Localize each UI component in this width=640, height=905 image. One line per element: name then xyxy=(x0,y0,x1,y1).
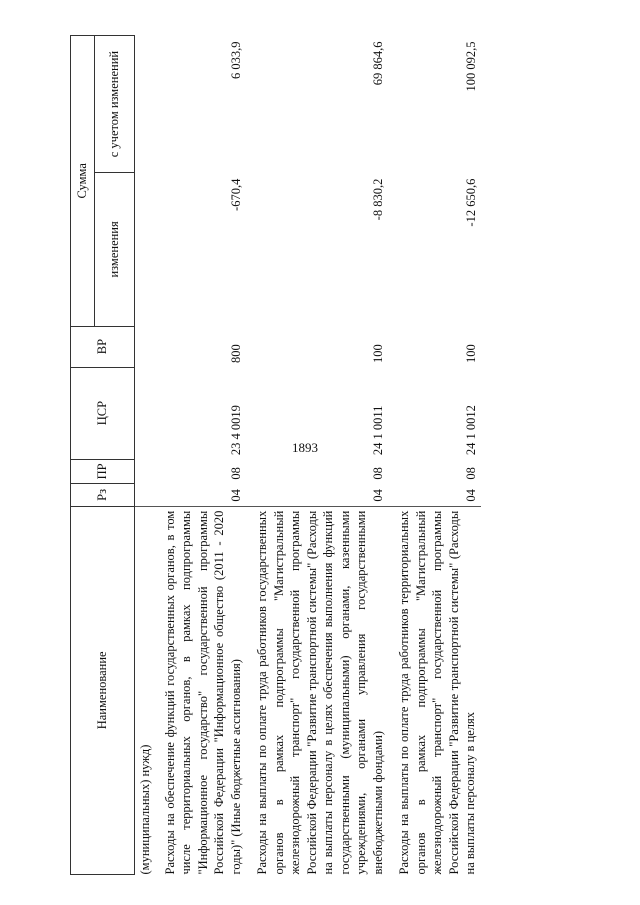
header-name: Наименование xyxy=(71,506,135,874)
row-name: Расходы на выплаты по оплате труда работников территориальных органов в рамках подпрограммы "Магистральный железнодорожный транспорт" государственной программы Российской Федерации "Развитие транспортной системы" (Расходы на выплаты персоналу в целях xyxy=(388,506,481,874)
row-pr: 08 xyxy=(463,467,478,480)
row-total: 69 864,6 xyxy=(371,41,385,86)
row-change: -8 830,2 xyxy=(371,178,385,221)
row-csr: 24 1 0012 xyxy=(463,405,478,456)
rotated-budget-table xyxy=(70,35,600,875)
header-total: с учетом изменений xyxy=(95,36,135,173)
row-name: Расходы на обеспечение функций государственных органов, в том числе территориальных органов, в рамках подпрограммы "Информационное государство" государственной программы Российской Федерации "Информационное общество (2011 - 2020 годы)" (Иные бюджетные ассигнования) xyxy=(160,506,247,874)
row-change: -670,4 xyxy=(229,178,243,211)
table-header xyxy=(71,36,135,875)
header-vr: ВР xyxy=(71,326,135,367)
header-csr: ЦСР xyxy=(71,367,135,459)
row-csr: 23 4 0019 xyxy=(229,405,243,456)
row-total: 100 092,5 xyxy=(463,41,478,92)
header-sum: Сумма xyxy=(71,36,95,327)
row-vr: 800 xyxy=(229,344,243,364)
row-name: Расходы на выплаты по оплате труда работников государственных органов в рамках подпрограммы "Магистральный железнодорожный транспорт" государственной программы Российской Федерации "Развитие транспортной системы" (Расходы на выплаты персоналу в целях обеспечения выполнения функций государственными (муниципальными) органами, казенными учреждениями, органами управления государственными внебюджетными фондами) xyxy=(246,506,388,874)
row-vr: 100 xyxy=(371,344,385,364)
page-number: 1893 xyxy=(292,440,318,455)
table-row xyxy=(246,36,388,875)
row-total: 6 033,9 xyxy=(229,41,243,79)
header-change: изменения xyxy=(95,173,135,326)
row-pr: 08 xyxy=(229,467,243,480)
row-rz: 04 xyxy=(229,489,243,502)
table-row xyxy=(388,36,481,875)
table-row xyxy=(160,36,247,875)
header-pr: ПР xyxy=(71,459,135,484)
row-rz: 04 xyxy=(371,489,385,502)
continuation-row xyxy=(135,36,160,875)
row-csr: 24 1 0011 xyxy=(371,405,385,456)
budget-table xyxy=(70,35,481,875)
row-change: -12 650,6 xyxy=(463,178,478,227)
continuation-text: (муниципальных) нужд) xyxy=(135,506,160,874)
row-vr: 100 xyxy=(463,344,478,364)
header-rz: Рз xyxy=(71,484,135,507)
row-pr: 08 xyxy=(371,467,385,480)
row-rz: 04 xyxy=(463,489,478,502)
